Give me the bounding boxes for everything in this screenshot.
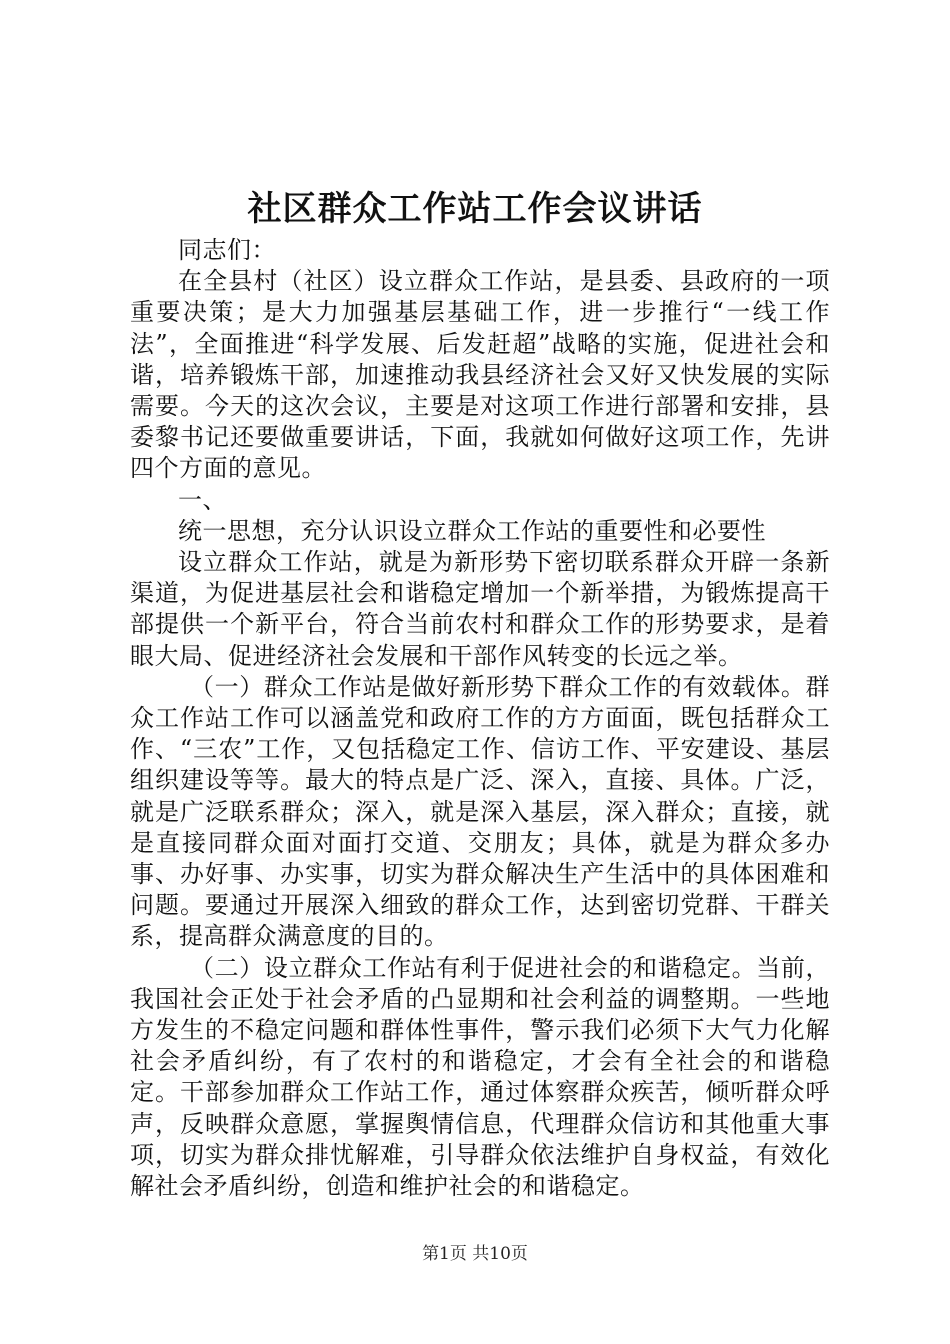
paragraph-point-two: （二）设立群众工作站有利于促进社会的和谐稳定。当前，我国社会正处于社会矛盾的凸显期和社会利益的调整期。一些地方发生的不稳定问题和群体性事件，警示我们必须下大气力化解社会矛盾纠纷，有了农村的和谐稳定，才会有全社会的和谐稳定。干部参加群众工作站工作，通过体察群众疾苦，倾听群众呼声，反映群众意愿，掌握舆情信息，代理群众信访和其他重大事项，切实为群众排忧解难，引导群众依法维护自身权益，有效化解社会矛盾纠纷，创造和维护社会的和谐稳定。 xyxy=(130,953,830,1201)
page-title: 社区群众工作站工作会议讲话 xyxy=(247,189,703,229)
salutation: 同志们： xyxy=(178,236,276,264)
paragraph-intro: 在全县村（社区）设立群众工作站，是县委、县政府的一项重要决策；是大力加强基层基础工作，进一步推行“一线工作法”，全面推进“科学发展、后发赶超”战略的实施，促进社会和谐，培养锻炼干部，加速推动我县经济社会又好又快发展的实际需要。今天的这次会议，主要是对这项工作进行部署和安排，县委黎书记还要做重要讲话，下面，我就如何做好这项工作，先讲四个方面的意见。 xyxy=(130,267,830,483)
section-heading: 统一思想，充分认识设立群众工作站的重要性和必要性 xyxy=(178,516,766,545)
document-body xyxy=(130,235,830,1202)
paragraph-section-summary: 设立群众工作站，就是为新形势下密切联系群众开辟一条新渠道，为促进基层社会和谐稳定增加一个新举措，为锻炼提高干部提供一个新平台，符合当前农村和群众工作的形势要求，是着眼大局、促进经济社会发展和干部作风转变的长远之举。 xyxy=(130,548,830,670)
paragraph-point-one: （一）群众工作站是做好新形势下群众工作的有效载体。群众工作站工作可以涵盖党和政府工作的方方面面，既包括群众工作、“三农”工作，又包括稳定工作、信访工作、平安建设、基层组织建设等等。最大的特点是广泛、深入，直接、具体。广泛，就是广泛联系群众；深入，就是深入基层，深入群众；直接，就是直接同群众面对面打交道、交朋友；具体，就是为群众多办事、办好事、办实事，切实为群众解决生产生活中的具体困难和问题。要通过开展深入细致的群众工作，达到密切党群、干群关系，提高群众满意度的目的。 xyxy=(130,672,830,951)
section-number: 一、 xyxy=(178,485,227,514)
page-footer: 第1页 共10页 xyxy=(422,1244,528,1264)
